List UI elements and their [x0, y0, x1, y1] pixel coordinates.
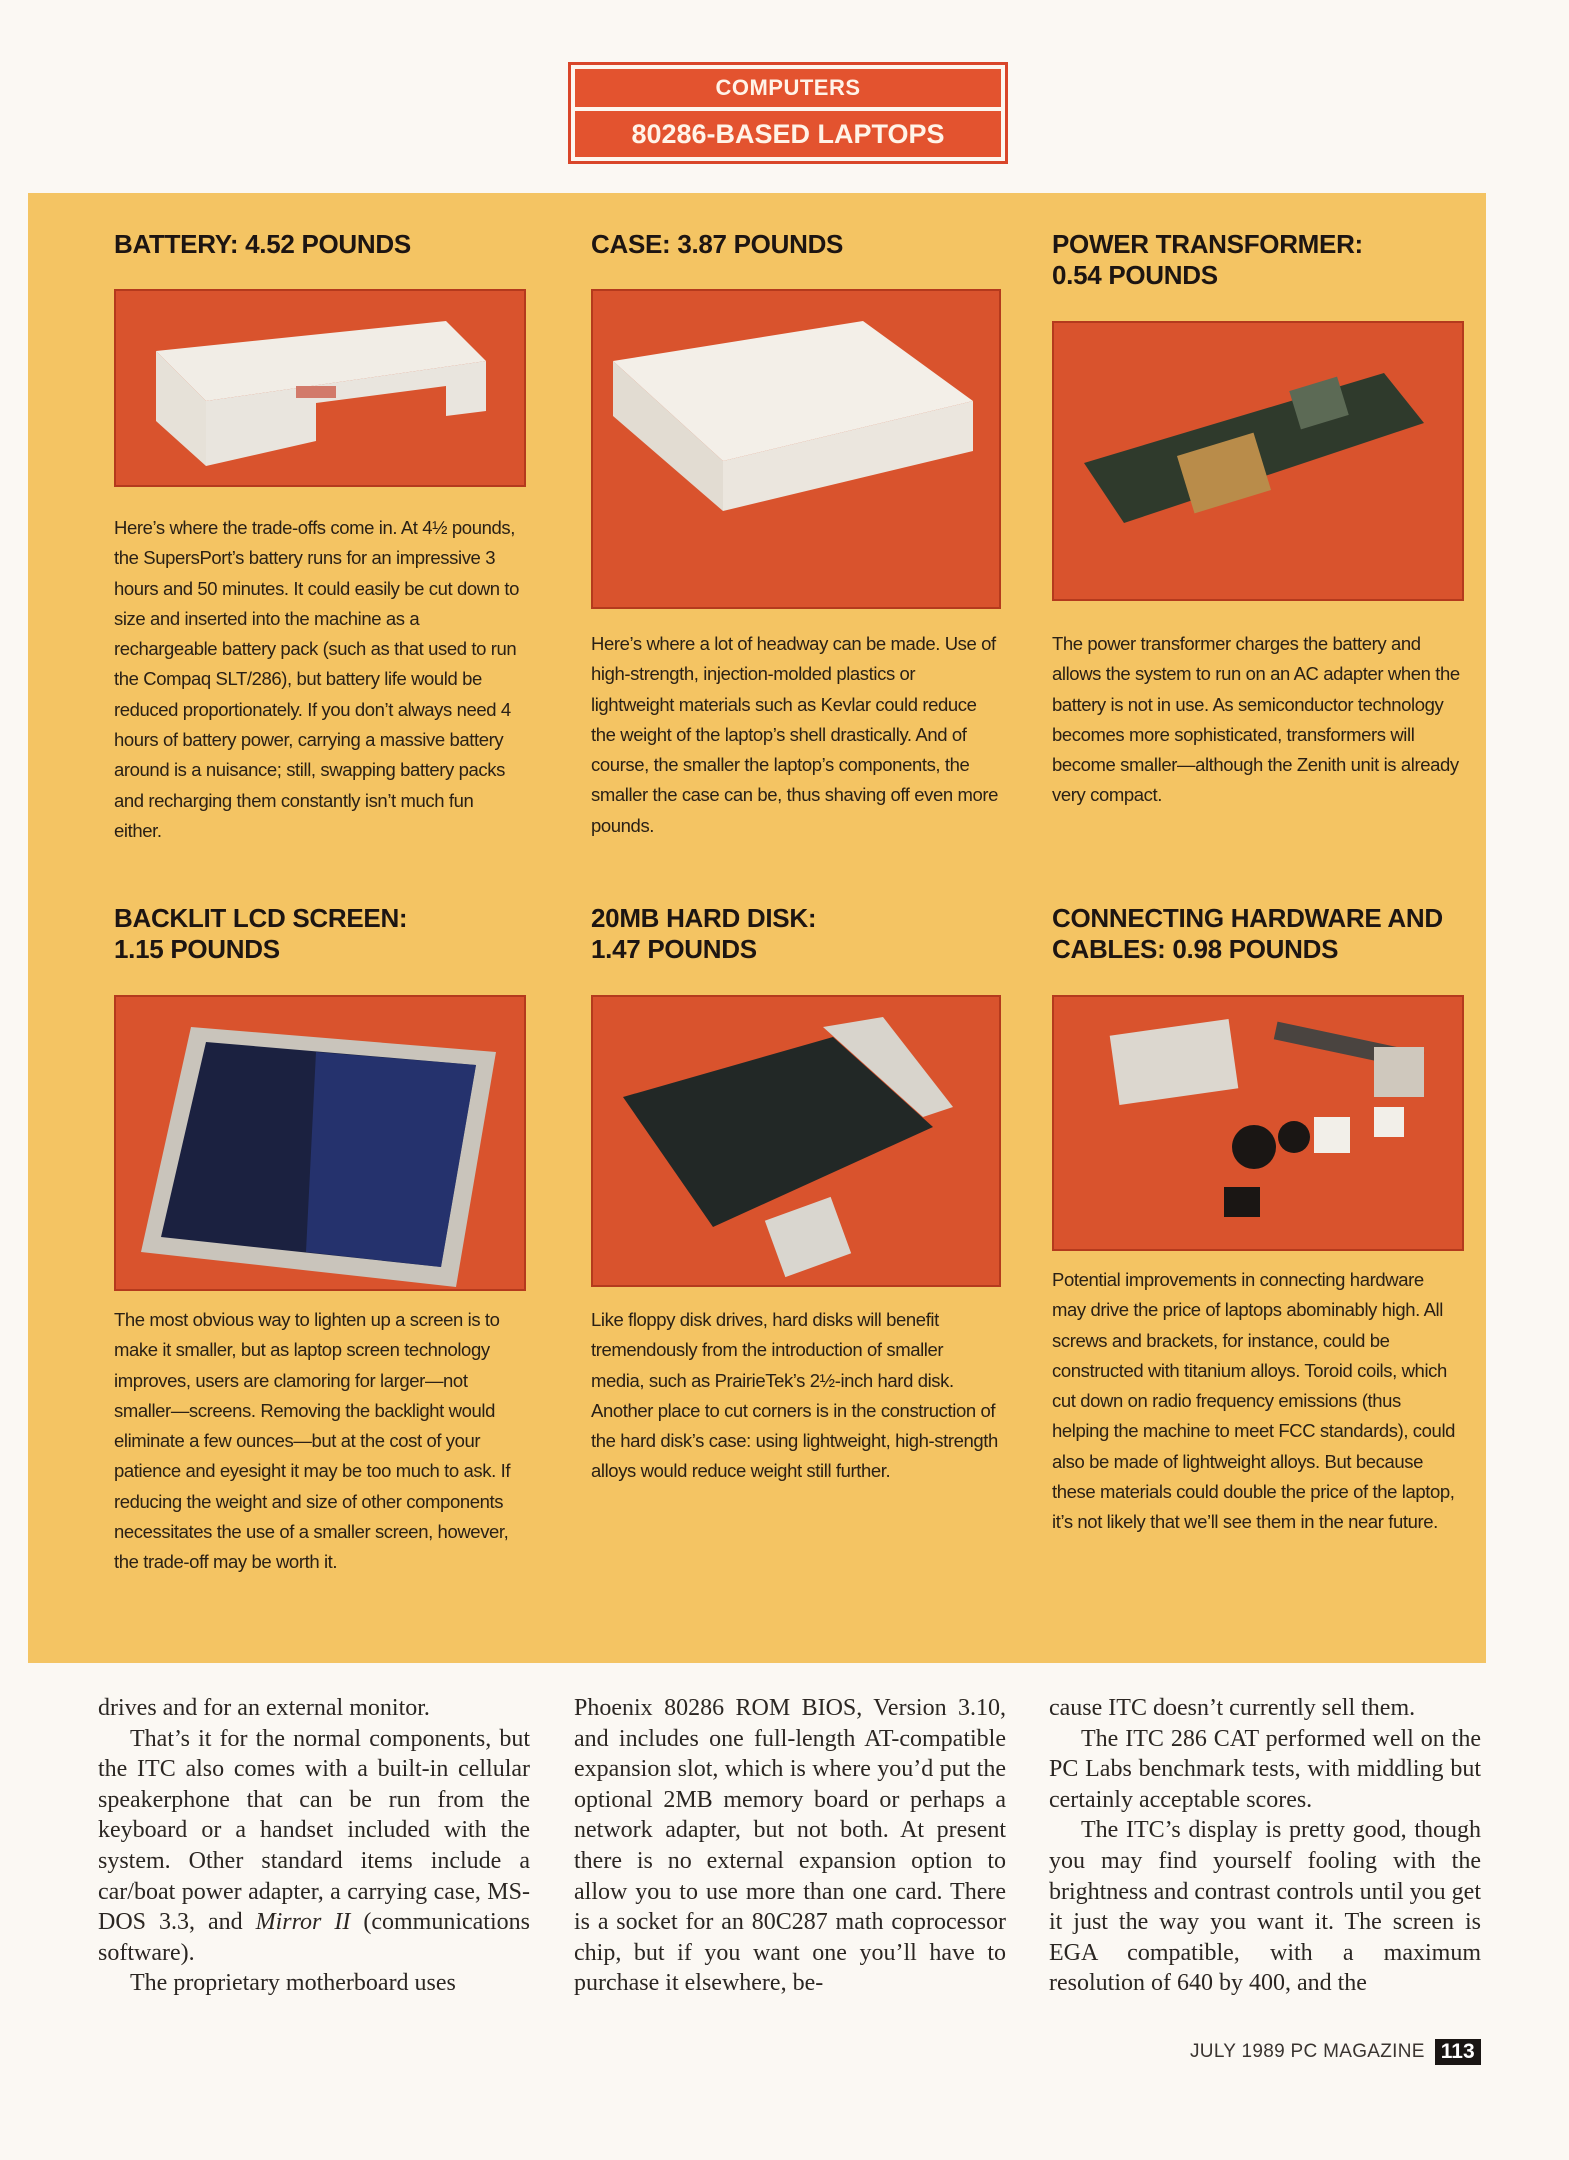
- lcd-screen-photo: [114, 995, 526, 1291]
- body-paragraph: The proprietary motherboard uses: [130, 1970, 456, 1997]
- component-title: POWER TRANSFORMER: 0.54 POUNDS: [1052, 229, 1363, 290]
- connecting-hardware-photo: [1052, 995, 1464, 1251]
- component-title: BATTERY: 4.52 POUNDS: [114, 229, 411, 259]
- case-photo: [591, 289, 1001, 609]
- component-title: CASE: 3.87 POUNDS: [591, 229, 844, 259]
- component-title: 20MB HARD DISK: 1.47 POUNDS: [591, 903, 817, 964]
- body-column-3: [1049, 1693, 1481, 1999]
- battery-photo: [114, 289, 526, 487]
- component-caption: Here’s where a lot of headway can be made. Use of high-strength, injection-molded plastics or lightweight materials such as Kevlar could reduce the weight of the laptop’s shell drastically. And of course, the smaller the laptop’s components, the smaller the case can be, thus shaving off even more pounds.: [591, 633, 999, 836]
- component-caption: Potential improvements in connecting hardware may drive the price of laptops abominably high. All screws and brackets, for instance, could be constructed with titanium alloys. Toroid coils, which cut down on radio frequency emissions (thus helping the machine to meet FCC standards), could also be made of lightweight alloys. But because these materials could double the price of the laptop, it’s not likely that we’ll see them in the near future.: [1052, 1269, 1456, 1533]
- component-power-transformer: [1052, 229, 1482, 291]
- component-title: BACKLIT LCD SCREEN: 1.15 POUNDS: [114, 903, 408, 964]
- power-transformer-photo: [1052, 321, 1464, 601]
- component-hard-disk: [591, 903, 1011, 965]
- components-panel: [28, 193, 1486, 1663]
- body-paragraph: The ITC 286 CAT performed well on the PC Labs benchmark tests, with middling but certainly acceptable scores.: [1049, 1725, 1481, 1813]
- component-connecting-hardware: [1052, 903, 1482, 965]
- component-lcd-screen: [114, 903, 534, 965]
- body-paragraph: The ITC’s display is pretty good, though you may find yourself fooling with the brightness and contrast controls until you get it just the way you want it. The screen is EGA compatible, with a maximum resolution of 640 by 400, and the: [1049, 1817, 1481, 1997]
- component-caption: Like floppy disk drives, hard disks will benefit tremendously from the introduction of smaller media, such as PrairieTek’s 2½-inch hard disk. Another place to cut corners is in the construction of the hard disk’s case: using lightweight, high-strength alloys would reduce weight still further.: [591, 1309, 998, 1482]
- subsection-label: 80286-BASED LAPTOPS: [575, 111, 1001, 157]
- body-paragraph: Phoenix 80286 ROM BIOS, Version 3.10, and includes one full-length AT-compatible expansion slot, which is where you’d put the optional 2MB memory board or perhaps a network adapter, but not both. At present there is no external expansion option to allow you to use more than one card. There is a socket for an 80C287 math coprocessor chip, but if you want one you’ll have to purchase it elsewhere, be-: [574, 1695, 1006, 1997]
- component-caption: The most obvious way to lighten up a screen is to make it smaller, but as laptop screen technology improves, users are clamoring for larger—not smaller—screens. Removing the backlight would eliminate a few ounces—but at the cost of your patience and eyesight it may be too much to ask. If reducing the weight and size of other components necessitates the use of a smaller screen, however, the trade-off may be worth it.: [114, 1309, 511, 1573]
- body-column-2: [574, 1693, 1006, 1999]
- issue-label: JULY 1989 PC MAGAZINE: [1190, 2041, 1425, 2062]
- section-label: COMPUTERS: [575, 69, 1001, 107]
- body-paragraph: cause ITC doesn’t currently sell them.: [1049, 1695, 1416, 1721]
- component-title: CONNECTING HARDWARE AND CABLES: 0.98 POUNDS: [1052, 903, 1443, 964]
- component-case: [591, 229, 1011, 260]
- hard-disk-photo: [591, 995, 1001, 1287]
- page-footer: [1190, 2037, 1481, 2067]
- section-header: [568, 62, 1008, 164]
- body-column-1: [98, 1693, 530, 1999]
- body-paragraph: drives and for an external monitor.: [98, 1695, 430, 1721]
- component-caption: Here’s where the trade-offs come in. At 4½ pounds, the SupersPort’s battery runs for an impressive 3 hours and 50 minutes. It could easily be cut down to size and inserted into the machine as a rechargeable battery pack (such as that used to run the Compaq SLT/286), but battery life would be reduced proportionately. If you don’t always need 4 hours of battery power, carrying a massive battery around is a nuisance; still, swapping battery packs and recharging them constantly isn’t much fun either.: [114, 517, 519, 841]
- body-paragraph: That’s it for the normal components, but the ITC also comes with a built-in cellular speakerphone that can be run from the keyboard or a handset included with the system. Other standard items include a car/boat power adapter, a carrying case, MS-DOS 3.3, and Mirror II (communications software).: [98, 1725, 530, 1966]
- component-caption: The power transformer charges the battery and allows the system to run on an AC adapter when the battery is not in use. As semiconductor technology becomes more sophisticated, transformers will become smaller—although the Zenith unit is already very compact.: [1052, 633, 1460, 806]
- component-battery: [114, 229, 534, 260]
- page-number: 113: [1435, 2039, 1481, 2065]
